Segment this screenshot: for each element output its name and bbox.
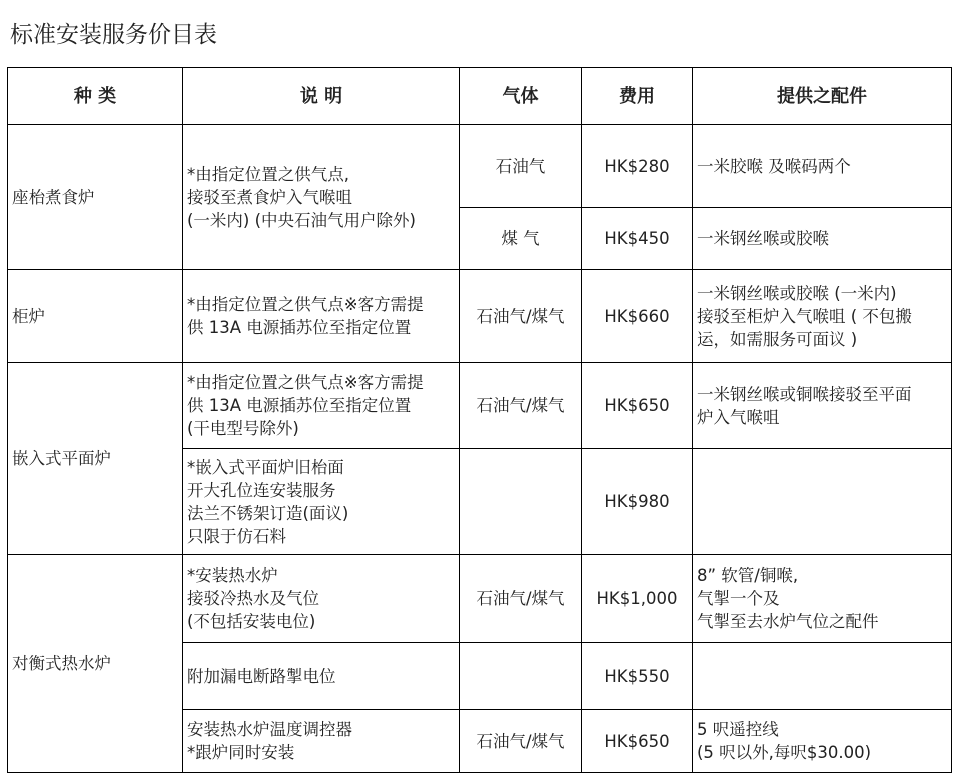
cell-fee: HK$650 [582,363,693,449]
cell-type: 柜炉 [8,270,183,363]
cell-fee: HK$550 [582,643,693,710]
cell-gas: 煤 气 [460,208,582,270]
cell-parts: 一米胶喉 及喉码两个 [693,125,952,208]
header-description: 说 明 [183,68,460,125]
header-gas: 气体 [460,68,582,125]
header-type: 种 类 [8,68,183,125]
cell-fee: HK$1,000 [582,555,693,643]
cell-description: *安装热水炉 接驳冷热水及气位 (不包括安装电位) [183,555,460,643]
page-title: 标准安装服务价目表 [10,22,217,48]
table-row [8,270,952,363]
cell-fee: HK$650 [582,710,693,773]
cell-gas [460,449,582,555]
header-fee: 费用 [582,68,693,125]
cell-parts: 5 呎遥控线 (5 呎以外,每呎$30.00) [693,710,952,773]
cell-gas: 石油气/煤气 [460,555,582,643]
cell-gas: 石油气/煤气 [460,270,582,363]
cell-description: 安装热水炉温度调控器 *跟炉同时安装 [183,710,460,773]
cell-gas: 石油气/煤气 [460,710,582,773]
cell-type: 对衡式热水炉 [8,555,183,773]
table-row [8,555,952,643]
cell-fee: HK$450 [582,208,693,270]
cell-gas: 石油气/煤气 [460,363,582,449]
cell-description: *由指定位置之供气点, 接驳至煮食炉入气喉咀 (一米内) (中央石油气用户除外) [183,125,460,270]
cell-description: *由指定位置之供气点※客方需提 供 13A 电源插苏位至指定位置 [183,270,460,363]
cell-gas [460,643,582,710]
cell-description: *由指定位置之供气点※客方需提 供 13A 电源插苏位至指定位置 (干电型号除外) [183,363,460,449]
table-row [8,363,952,449]
cell-type: 嵌入式平面炉 [8,363,183,555]
cell-parts: 一米钢丝喉或胶喉 [693,208,952,270]
cell-description: *嵌入式平面炉旧枱面 开大孔位连安装服务 法兰不锈架订造(面议) 只限于仿石料 [183,449,460,555]
cell-type: 座枱煮食炉 [8,125,183,270]
cell-fee: HK$280 [582,125,693,208]
cell-fee: HK$660 [582,270,693,363]
header-parts: 提供之配件 [693,68,952,125]
cell-parts [693,643,952,710]
cell-description: 附加漏电断路掣电位 [183,643,460,710]
cell-parts: 一米钢丝喉或铜喉接驳至平面 炉入气喉咀 [693,363,952,449]
table-row [8,125,952,208]
table-header-row [8,68,952,125]
price-table [7,67,952,773]
cell-parts: 8” 软管/铜喉, 气掣一个及 气掣至去水炉气位之配件 [693,555,952,643]
cell-gas: 石油气 [460,125,582,208]
cell-parts [693,449,952,555]
cell-fee: HK$980 [582,449,693,555]
cell-parts: 一米钢丝喉或胶喉 (一米内) 接驳至柜炉入气喉咀 ( 不包搬 运，如需服务可面议 ) [693,270,952,363]
